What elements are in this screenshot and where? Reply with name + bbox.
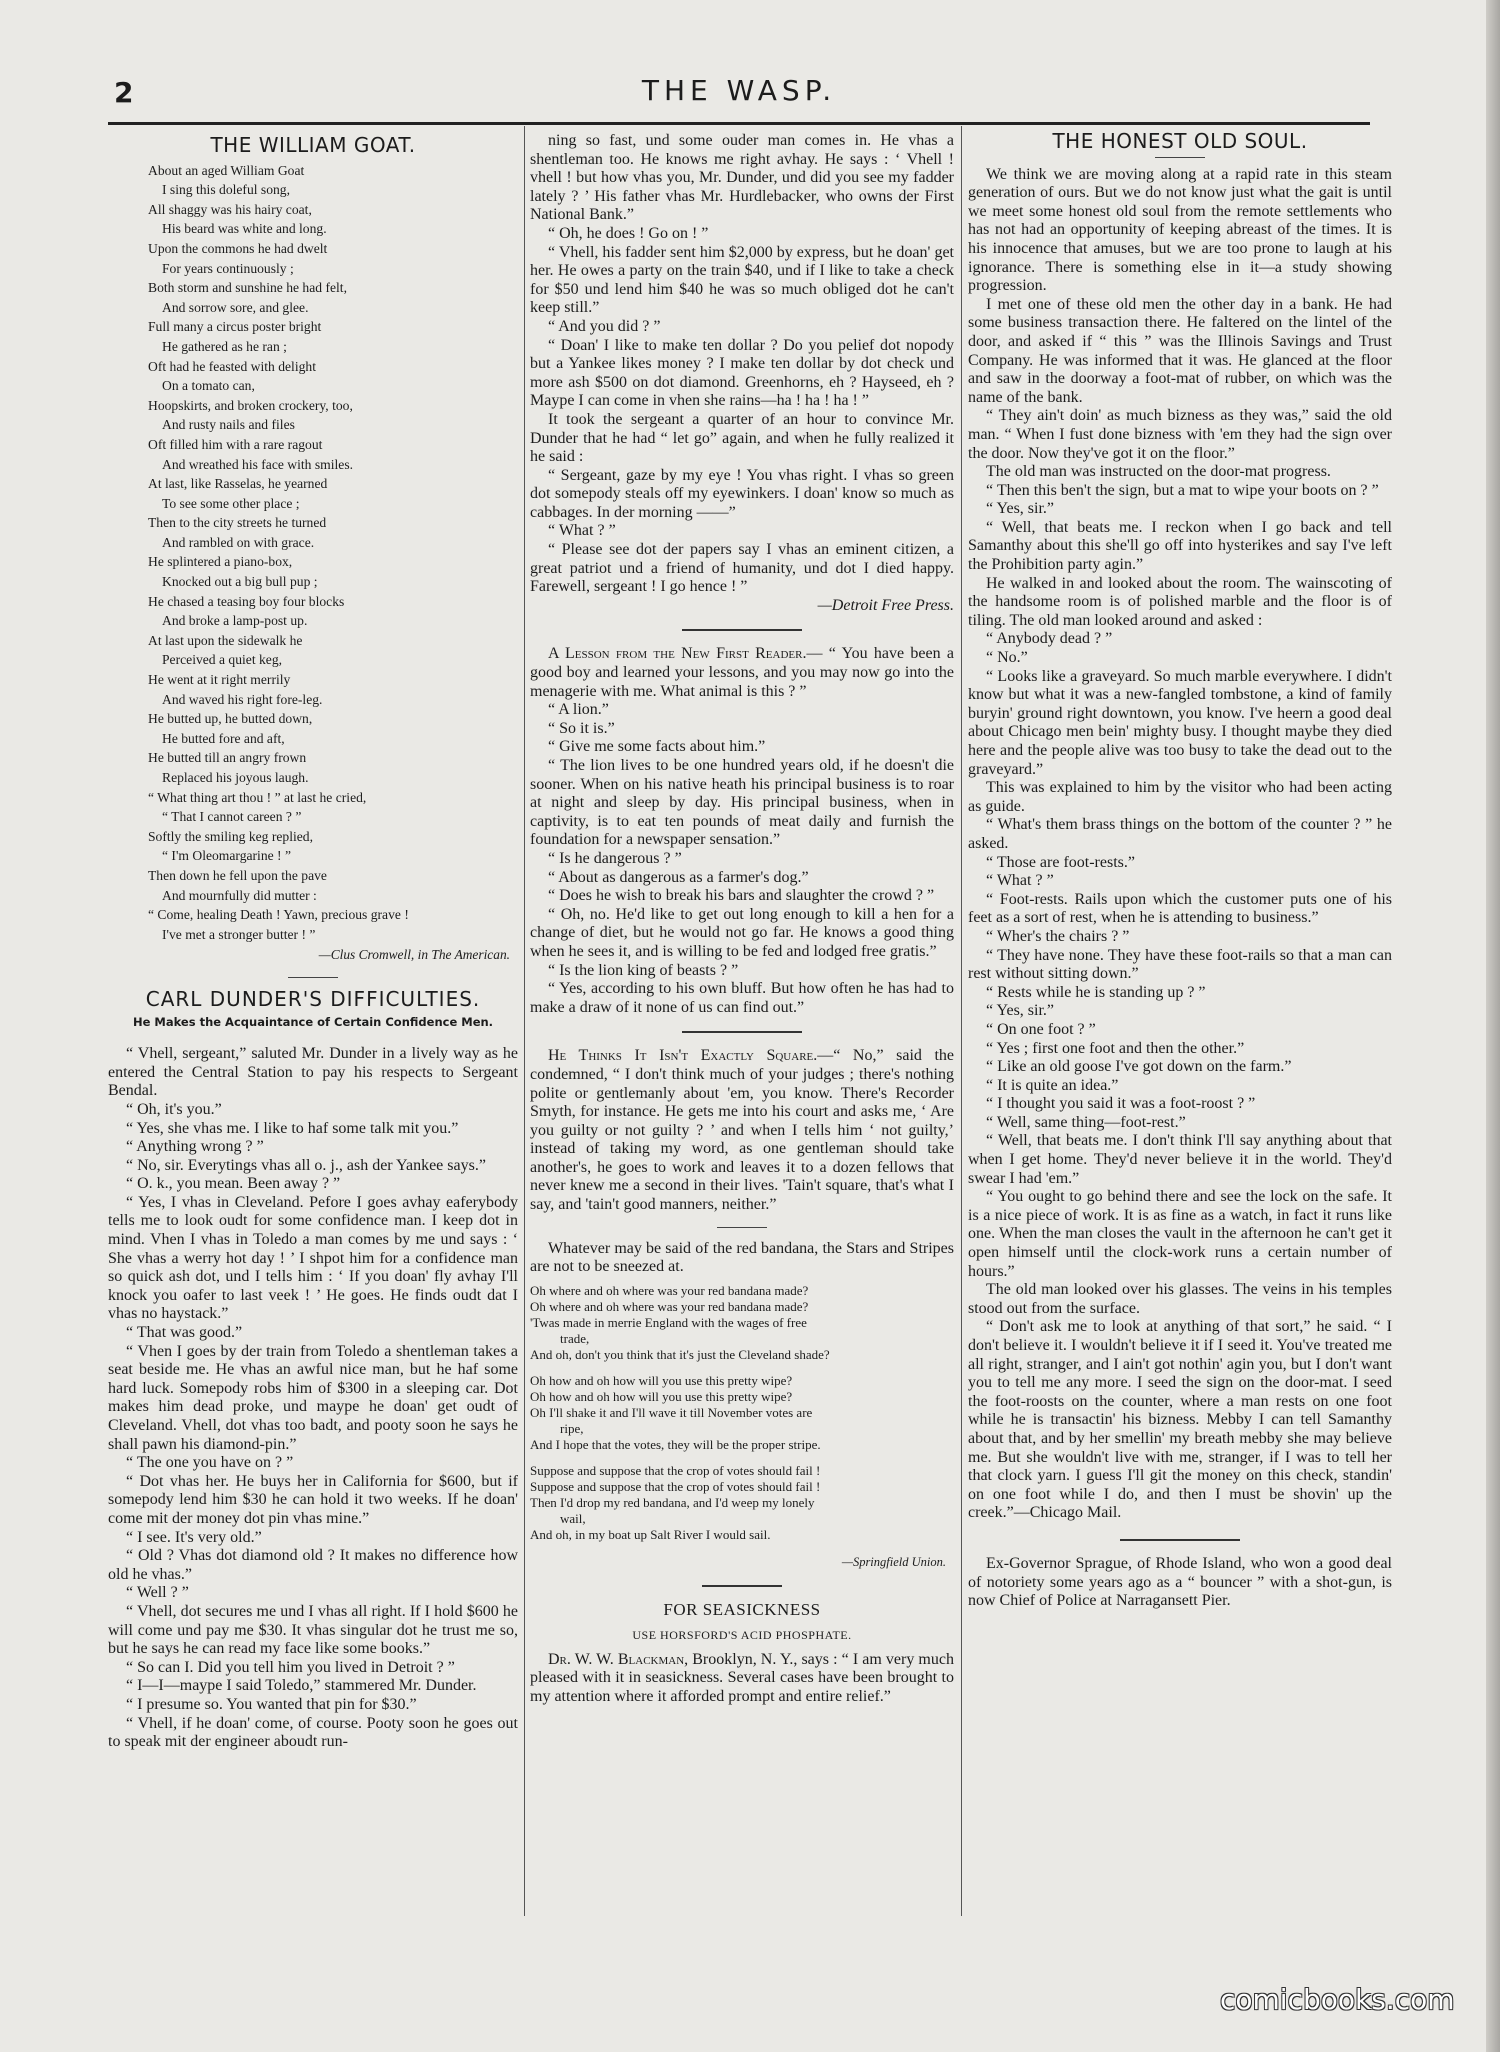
- paragraph: This was explained to him by the visitor who had been acting as guide.: [968, 779, 1392, 815]
- verse-line: And oh, in my boat up Salt River I would sail.: [530, 1526, 771, 1542]
- verse-line: Oh where and oh where was your red bandana made?: [530, 1298, 809, 1314]
- story-paragraph: “ Sergeant, gaze by my eye ! You vhas right. I vhas so green dot somepody steals off my eyewinkers. I doan' know so much as cabbages. In der morning ——”: [530, 466, 954, 521]
- separator: [702, 1585, 782, 1587]
- square-text: —“ No,” said the condemned, “ I don't think much of your judges ; there's nothing polite or gentlemanly about 'em, you know. There's Recorder Smyth, for instance. He gets me into his court and asks me, ‘ Are you guilty or not guilty ? ’ and when I tells him ‘ not guilty,’ instead of taking my word, as one gentleman should take another's, he goes to work and leaves it to a dozen fellows that never knew me a second in their lives. 'Tain't square, that's what I say, and 'tain't good manners, neither.”: [530, 1047, 954, 1214]
- paragraph: I met one of these old men the other day in a bank. He had some business transaction there. He faltered on the lintel of the door, and asked if “ this ” was the Illinois Savings and Trust Company. He was informed that it was. He glanced at the floor and saw in the doorway a foot-mat of rubber, on which was the name of the bank.: [968, 295, 1392, 406]
- poem-line: At last upon the sidewalk he: [148, 632, 303, 648]
- paragraph: “ Rests while he is standing up ? ”: [986, 983, 1206, 1001]
- poem-line: I sing this doleful song,: [162, 182, 291, 198]
- column-3: [968, 132, 1392, 1611]
- story-paragraph: “ Please see dot der papers say I vhas an eminent citizen, a great patriot und a friend of humanity, und dot I died happy. Farewell, sergeant ! I go hence ! ”: [530, 541, 954, 596]
- separator: [682, 1031, 802, 1033]
- story-paragraph: “ Vhen I goes by der train from Toledo a shentleman takes a seat beside me. He vhas an awful nice man, but he haf some hard luck. Somepody robs him of $300 in a sleeping car. Dot makes him dead proke, und maype he doan' get oudt of Cleveland. Vhell, dot vhas too badt, and pooty soon he says he shall pawn his diamond-pin.”: [108, 1342, 518, 1453]
- verse-attribution: —Springfield Union.: [841, 1554, 946, 1569]
- story-subtitle: He Makes the Acquaintance of Certain Confidence Men.: [132, 1014, 494, 1029]
- paragraph: “ No.”: [986, 649, 1028, 667]
- paragraph: “ Well, same thing—foot-rest.”: [986, 1113, 1186, 1131]
- page-number: 2: [114, 76, 134, 109]
- story-paragraph: ning so fast, und some ouder man comes in. He vhas a shentleman too. He knows me right avhay. He says : ‘ Vhell ! vhell ! but how vhas you, Mr. Dunder, und did you see my fadder lately ? ’ His father vhas Mr. Hurdlebacker, who owns der First National Bank.”: [530, 132, 954, 224]
- paragraph: “ Don't ask me to look at anything of that sort,” he said. “ I don't believe it. I wouldn't believe it if I seed it. You've treated me all right, stranger, and I ain't got nothin' agin you, but I don't want you to tell me any more. I seed the sign on the door-mat. I seed the foot-roosts on the counter, where a man rests on one foot while he is transactin' his bizness. Mebby I can tell Samanthy about that, and by her smellin' my breath mebby she may believe me. But she wouldn't live with me, stranger, if I was to tell her that clock yarn. I guess I'll git the money on this check, standin' on one foot while I do, and then I must be shovin' up the creek.”—Chicago Mail.: [968, 1318, 1392, 1522]
- poem-line: And sorrow sore, and glee.: [162, 299, 309, 315]
- poem-line: He splintered a piano-box,: [148, 554, 293, 570]
- poem-line: He went at it right merrily: [148, 672, 291, 688]
- story-paragraph: “ Yes, I vhas in Cleveland. Pefore I goes avhay eaferybody tells me to look oudt for some confidence man. I keep dot in mind. Vhen I vhas in Toledo a man comes by me und says : ‘ She vhas a werry hot day ! ’ I shpot him for a confidence man so quick ash dot, und I tells him : ‘ If you doan' fly avhay I'll knock you oafer to last veek ! ’ He goes. He finds oudt dat I vhas no haystack.”: [108, 1193, 518, 1323]
- story-paragraph: “ No, sir. Everytings vhas all o. j., ash der Yankee says.”: [126, 1156, 486, 1174]
- header-rule: [108, 122, 1370, 125]
- story-paragraph: “ Vhell, dot secures me und I vhas all right. If I hold $600 he will come und pay me $30. It vhas singular dot he trust me so, but he says he can read my face like some books.”: [108, 1602, 518, 1658]
- poem-line: And mournfully did mutter :: [162, 887, 317, 903]
- verse-line: Oh how and oh how will you use this pretty wipe?: [530, 1372, 793, 1388]
- paragraph: We think we are moving along at a rapid rate in this steam generation of ours. But we do not know just what the gait is until we meet some honest old soul from the remote settlements who has not had an opportunity of keeping abreast of the times. It is his innocence that amuses, but we are too prone to laugh at his ignorance. There is something else in it—a study showing progression.: [968, 165, 1392, 295]
- story-paragraph: “ I presume so. You wanted that pin for $30.”: [126, 1695, 417, 1713]
- poem-line: Upon the commons he had dwelt: [148, 240, 328, 256]
- watermark-logo: comicbooks.com: [1220, 1983, 1455, 2016]
- lesson-paragraph: “ Yes, according to his own bluff. But how often he has had to make a draw of it none of us can find out.”: [530, 980, 954, 1016]
- paragraph: The old man was instructed on the door-mat progress.: [986, 463, 1331, 481]
- ad-text: [530, 1651, 954, 1707]
- verse-line: 'Twas made in merrie England with the wages of free: [530, 1314, 807, 1330]
- paragraph: “ It is quite an idea.”: [986, 1076, 1119, 1094]
- verse-line: ripe,: [560, 1420, 584, 1436]
- paragraph: “ Wher's the chairs ? ”: [986, 927, 1130, 945]
- story-paragraph: “ I see. It's very old.”: [126, 1528, 262, 1546]
- poem-line: Then to the city streets he turned: [148, 515, 327, 531]
- lesson-paragraph: “ Oh, no. He'd like to get out long enough to kill a hen for a change of diet, but he would not go far. He knows a good thing when he sees it, and is willing to be fed and lodged free gratis.”: [530, 905, 954, 960]
- story-paragraph: “ Oh, it's you.”: [126, 1100, 222, 1118]
- poem-line: Full many a circus poster bright: [148, 319, 322, 335]
- story-paragraph: “ That was good.”: [126, 1324, 243, 1342]
- poem-line: All shaggy was his hairy coat,: [148, 201, 312, 217]
- poem-line: And broke a lamp-post up.: [162, 613, 308, 629]
- poem-line: To see some other place ;: [162, 495, 300, 511]
- lesson-paragraph: “ The lion lives to be one hundred years old, if he doesn't die sooner. When on his native heath his principal business is to roar at night and sleep by day. His principal business, when in captivity, is to eat ten pounds of meat daily and furnish the foundation for a newspaper sensation.”: [530, 757, 954, 849]
- poem-line: His beard was white and long.: [162, 221, 327, 237]
- paragraph: “ Well, that beats me. I reckon when I go back and tell Samanthy about this she'll go off into hysterikes and say I've left the Prohibition party agin.”: [968, 518, 1392, 574]
- poem-line: About an aged William Goat: [148, 162, 305, 178]
- paragraph: “ What's them brass things on the bottom of the counter ? ” he asked.: [968, 816, 1392, 852]
- paragraph: “ Like an old goose I've got down on the farm.”: [986, 1058, 1292, 1076]
- story-paragraph: “ Yes, she vhas me. I like to haf some talk mit you.”: [126, 1119, 459, 1137]
- verse-stanza: [530, 1373, 954, 1453]
- poem-line: “ That I cannot careen ? ”: [162, 809, 302, 825]
- paragraph: “ Those are foot-rests.”: [986, 853, 1135, 871]
- verse-line: And I hope that the votes, they will be the proper stripe.: [530, 1436, 821, 1452]
- separator: [288, 977, 338, 978]
- poem-line: And wreathed his face with smiles.: [162, 456, 354, 472]
- poem-title: THE WILLIAM GOAT.: [210, 133, 416, 157]
- honest-soul-title: THE HONEST OLD SOUL.: [1052, 132, 1308, 153]
- ad-subtitle: USE HORSFORD'S ACID PHOSPHATE.: [632, 1628, 852, 1643]
- story-paragraph: It took the sergeant a quarter of an hour to convince Mr. Dunder that he had “ let go” again, and when he fully realized it he said :: [530, 410, 954, 466]
- story-paragraph: “ Vhell, his fadder sent him $2,000 by express, but he doan' get her. He owes a party on the train $40, und if I like to take a check for $50 und lend him $40 he was so much obliged dot he can't keep still.”: [530, 243, 954, 317]
- lesson-paragraph: A Lesson from the New First Reader.— “ You have been a good boy and learned your lessons, and you may now go into the menagerie with me. What animal is this ? ”: [530, 645, 954, 700]
- poem-line: Oft had he feasted with delight: [148, 358, 316, 374]
- poem-line: Both storm and sunshine he had felt,: [148, 280, 347, 296]
- paragraph: “ Well, that beats me. I don't think I'll say anything about that when I get home. They'd never believe it in the world. They'd swear I had 'em.”: [968, 1132, 1392, 1187]
- lesson-paragraph: “ Give me some facts about him.”: [548, 738, 766, 756]
- verse-line: Oh how and oh how will you use this pretty wipe?: [530, 1388, 793, 1404]
- story-attribution: —Detroit Free Press.: [817, 596, 954, 614]
- lesson-body: [530, 701, 954, 1017]
- poem-line: Then down he fell upon the pave: [148, 867, 327, 883]
- lesson-paragraph: “ Does he wish to break his bars and slaughter the crowd ? ”: [548, 887, 935, 905]
- poem-line: For years continuously ;: [162, 260, 294, 276]
- poem-line: He butted till an angry frown: [148, 750, 307, 766]
- poem-line: “ Come, healing Death ! Yawn, precious grave !: [148, 907, 409, 923]
- story-paragraph: “ O. k., you mean. Been away ? ”: [126, 1175, 341, 1193]
- verse-line: And oh, don't you think that it's just the Cleveland shade?: [530, 1346, 830, 1362]
- story-title: CARL DUNDER'S DIFFICULTIES.: [145, 986, 481, 1011]
- paragraph: “ Yes ; first one foot and then the other.”: [986, 1039, 1245, 1057]
- story-paragraph: “ I—I—maype I said Toledo,” stammered Mr. Dunder.: [126, 1677, 477, 1695]
- poem-line: And rusty nails and files: [162, 417, 295, 433]
- paragraph: Ex-Governor Sprague, of Rhode Island, who won a good deal of notoriety some years ago as a “ bouncer ” with a shot-gun, is now Chief of Police at Narragansett Pier.: [968, 1554, 1392, 1610]
- paragraph: “ Anybody dead ? ”: [986, 630, 1113, 648]
- lesson-paragraph: “ About as dangerous as a farmer's dog.”: [548, 868, 809, 886]
- paragraph: “ I thought you said it was a foot-roost ? ”: [986, 1095, 1256, 1113]
- story-paragraph: “ So can I. Did you tell him you lived in Detroit ? ”: [126, 1658, 455, 1676]
- poem-line: I've met a stronger butter ! ”: [162, 926, 316, 942]
- paragraph: “ What ? ”: [986, 872, 1054, 890]
- poem-line: At last, like Rasselas, he yearned: [148, 476, 328, 492]
- honest-soul-body: [968, 166, 1392, 1611]
- verse-stanza: [530, 1463, 954, 1543]
- poem-line: Knocked out a big bull pup ;: [162, 574, 318, 590]
- separator: [717, 1227, 767, 1228]
- story-paragraph: “ Oh, he does ! Go on ! ”: [548, 224, 709, 242]
- poem-attribution: —Clus Cromwell, in The American.: [318, 947, 510, 963]
- story-paragraph: “ Old ? Vhas dot diamond old ? It makes no difference how old he vhas.”: [108, 1547, 518, 1583]
- square-paragraph: [530, 1047, 954, 1214]
- poem-line: Replaced his joyous laugh.: [162, 770, 309, 785]
- square-heading: He Thinks It Isn't Exactly Square.: [548, 1047, 818, 1065]
- bandana-intro: Whatever may be said of the red bandana, the Stars and Stripes are not to be sneezed at.: [530, 1239, 954, 1276]
- poem-line: On a tomato can,: [162, 378, 255, 394]
- story-paragraph: “ Vhell, sergeant,” saluted Mr. Dunder in a lively way as he entered the Central Station to pay his respects to Sergeant Bendal.: [108, 1045, 518, 1100]
- verse-line: Then I'd drop my red bandana, and I'd weep my lonely: [530, 1494, 815, 1510]
- poem-line: Perceived a quiet keg,: [162, 652, 283, 668]
- story-continuation: [530, 132, 954, 597]
- lesson-text: “ You have been a good boy and learned your lessons, and you may now go into the menagerie with me. What animal is this ? ”: [530, 645, 954, 700]
- poem-line: And rambled on with grace.: [162, 534, 315, 550]
- paragraph: “ Foot-rests. Rails upon which the customer puts one of his feet as a sort of rest, when he is attending to business.”: [968, 890, 1392, 927]
- verse-line: Oh I'll shake it and I'll wave it till November votes are: [530, 1404, 813, 1420]
- verse-line: Oh where and oh where was your red bandana made?: [530, 1282, 809, 1298]
- lesson-heading: A Lesson from the New First Reader.: [548, 645, 807, 663]
- separator: [1120, 1539, 1240, 1541]
- story-body: [108, 1045, 518, 1752]
- paragraph: He walked in and looked about the room. The wainscoting of the handsome room is of polished marble and the floor is of tiling. The old man looked around and asked :: [968, 574, 1392, 629]
- verse-line: Suppose and suppose that the crop of votes should fail !: [530, 1462, 821, 1478]
- story-paragraph: “ What ? ”: [548, 522, 616, 540]
- verse-line: wail,: [560, 1510, 586, 1526]
- page-header: [108, 70, 1370, 130]
- column-2: [530, 132, 954, 1706]
- story-paragraph: “ Vhell, if he doan' come, of course. Pooty soon he goes out to speak mit der engineer aboudt run-: [108, 1714, 518, 1751]
- lesson-paragraph: “ Is he dangerous ? ”: [548, 849, 682, 867]
- separator: [682, 629, 802, 631]
- story-paragraph: “ Dot vhas her. He buys her in California for $600, but if somepody lend him $30 he can hold it two weeks. If he doan' come mit der money dot pin vhas mine.”: [108, 1472, 518, 1527]
- page-edge-shadow: [1486, 0, 1500, 2052]
- ad-name: Dr. W. W. Blackman: [548, 1650, 685, 1668]
- story-paragraph: “ And you did ? ”: [548, 317, 661, 335]
- column-divider: [524, 126, 525, 1916]
- story-paragraph: “ Anything wrong ? ”: [126, 1138, 264, 1156]
- poem-william-goat: [108, 161, 518, 945]
- paragraph: “ You ought to go behind there and see the lock on the safe. It is a nice piece of work. It is as fine as a watch, in fact it runs like one. When the man closes the vault in the afternoon he can't get it open himself until the clock-work runs a certain number of hours.”: [968, 1188, 1392, 1280]
- column-1: [108, 132, 518, 1752]
- paragraph: “ They ain't doin' as much bizness as they was,” said the old man. “ When I fust done bizness with 'em they had the sign over the door. Now they've got it on the floor.”: [968, 407, 1392, 462]
- poem-line: He butted fore and aft,: [162, 730, 285, 746]
- ad-body: , Brooklyn, N. Y., says : “ I am very much pleased with it in seasickness. Several cases have been brought to my attention where it afforded prompt and entire relief.”: [530, 1650, 954, 1705]
- paragraph: The old man looked over his glasses. The veins in his temples stood out from the surface.: [968, 1281, 1392, 1317]
- verse-stanza: [530, 1283, 954, 1363]
- poem-line: Softly the smiling keg replied,: [148, 828, 313, 844]
- column-divider: [961, 126, 962, 1916]
- paragraph: “ Yes, sir.”: [986, 1002, 1055, 1020]
- poem-line: “ I'm Oleomargarine ! ”: [162, 848, 292, 864]
- masthead: THE WASP.: [641, 74, 837, 107]
- paragraph: “ Looks like a graveyard. So much marble everywhere. I didn't know but what it was a new-fangled tombstone, a kind of family buryin' ground right downtown, you know. I've heern a good deal about Chicago men bein' mighty busy. I thought maybe they died here and the people alive was too busy to take the dead out to the graveyard.”: [968, 667, 1392, 778]
- ad-title: FOR SEASICKNESS: [663, 1600, 821, 1620]
- poem-line: “ What thing art thou ! ” at last he cried,: [148, 789, 367, 805]
- bandana-verse: [530, 1283, 954, 1543]
- poem-line: Hoopskirts, and broken crockery, too,: [148, 397, 353, 413]
- poem-line: He butted up, he butted down,: [148, 711, 313, 727]
- poem-line: And waved his right fore-leg.: [162, 691, 323, 707]
- story-paragraph: “ The one you have on ? ”: [126, 1454, 294, 1472]
- paragraph: “ They have none. They have these foot-rails so that a man can rest without sitting down.”: [968, 946, 1392, 983]
- paragraph: “ Then this ben't the sign, but a mat to wipe your boots on ? ”: [986, 481, 1379, 499]
- poem-line: He chased a teasing boy four blocks: [148, 593, 345, 609]
- story-paragraph: “ Doan' I like to make ten dollar ? Do you pelief dot nopody but a Yankee likes money ? I make ten dollar by dot check und more ash $500 on dot diamond. Greenhorns, eh ? Hayseed, eh ? Maype I can come in vhen she rains—ha ! ha ! ha ! ”: [530, 336, 954, 410]
- lesson-paragraph: “ So it is.”: [548, 719, 615, 737]
- poem-line: He gathered as he ran ;: [162, 338, 287, 354]
- separator: [1155, 157, 1205, 158]
- lesson-paragraph: “ A lion.”: [548, 701, 609, 719]
- story-paragraph: “ Well ? ”: [126, 1584, 189, 1602]
- lesson-paragraph: “ Is the lion king of beasts ? ”: [548, 961, 739, 979]
- verse-line: Suppose and suppose that the crop of votes should fail !: [530, 1478, 821, 1494]
- paragraph: “ On one foot ? ”: [986, 1020, 1096, 1038]
- paragraph: “ Yes, sir.”: [986, 500, 1055, 518]
- poem-line: Oft filled him with a rare ragout: [148, 436, 323, 452]
- verse-line: trade,: [560, 1330, 590, 1346]
